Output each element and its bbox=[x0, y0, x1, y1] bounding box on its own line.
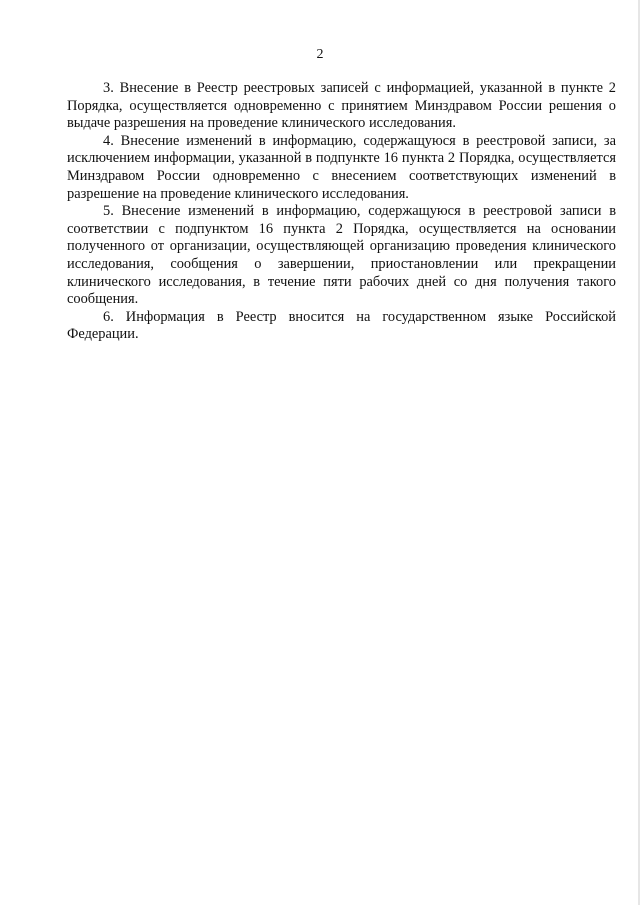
page-number: 2 bbox=[316, 47, 324, 62]
paragraph-6: 6. Информация в Реестр вносится на государственном языке Российской Федерации. bbox=[67, 308, 616, 343]
document-body bbox=[67, 80, 616, 344]
paragraph-5: 5. Внесение изменений в информацию, содержащуюся в реестровой записи в соответствии с подпунктом 16 пункта 2 Порядка, осуществляется на основании полученного от организации, осуществляющей организацию проведения клинического исследования, сообщения о завершении, приостановлении или прекращении клинического исследования, в течение пяти рабочих дней со дня получения такого сообщения. bbox=[67, 203, 616, 308]
paragraph-3: 3. Внесение в Реестр реестровых записей с информацией, указанной в пункте 2 Порядка, осуществляется одновременно с принятием Минздравом России решения о выдаче разрешения на проведение клинического исследования. bbox=[67, 80, 616, 132]
paragraph-4: 4. Внесение изменений в информацию, содержащуюся в реестровой записи, за исключением информации, указанной в подпункте 16 пункта 2 Порядка, осуществляется Минздравом России одновременно с внесением соответствующих изменений в разрешение на проведение клинического исследования. bbox=[67, 132, 616, 202]
